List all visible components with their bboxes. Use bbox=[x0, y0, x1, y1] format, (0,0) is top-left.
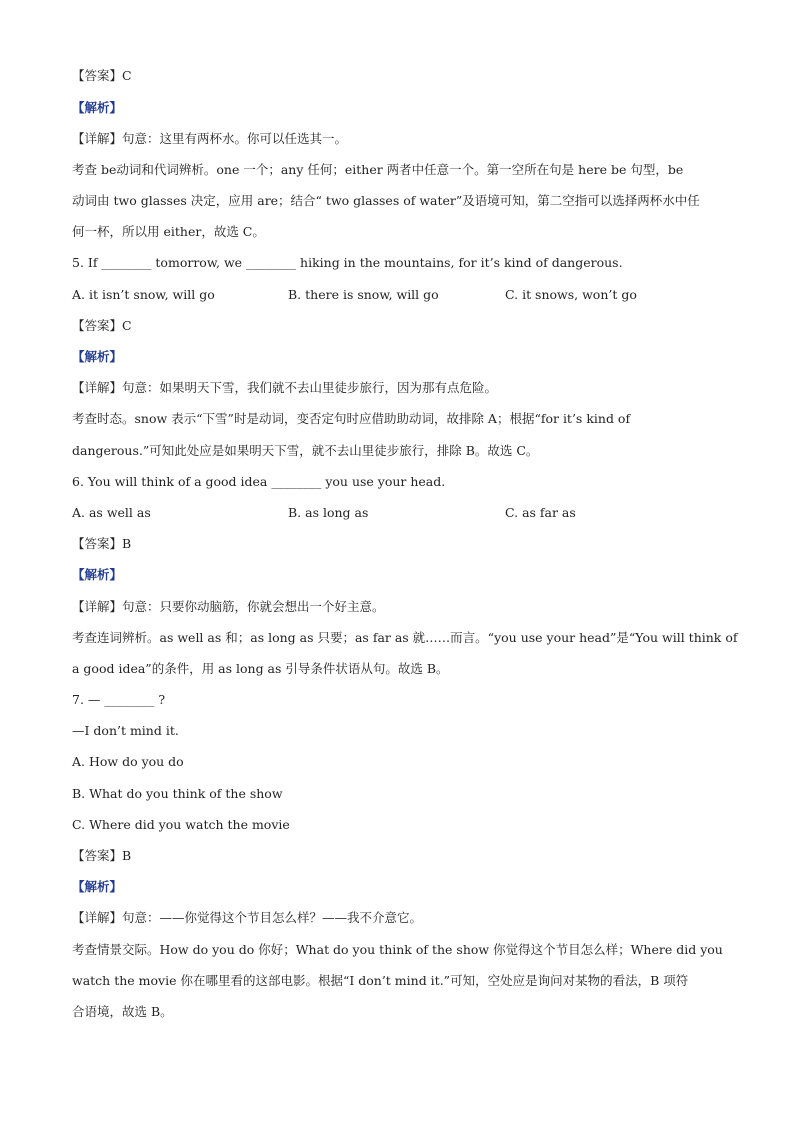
option-c: C. it snows, won’t go bbox=[505, 287, 637, 302]
explanation-line: watch the movie 你在哪里看的这部电影。根据“I don’t mind it.”可知，空处应是询问对某物的看法，B 项符 bbox=[72, 973, 689, 988]
option-a: A. How do you do bbox=[72, 754, 184, 769]
option-c: C. as far as bbox=[505, 505, 576, 520]
analysis-label: 【解析】 bbox=[72, 100, 123, 115]
analysis-label: 【解析】 bbox=[72, 567, 123, 582]
option-b: B. there is snow, will go bbox=[288, 287, 439, 302]
answer-label: 【答案】C bbox=[72, 318, 132, 333]
option-a: A. as well as bbox=[72, 505, 151, 520]
answer-label: 【答案】B bbox=[72, 848, 132, 863]
question-5: 5. If ________ tomorrow, we ________ hiking in the mountains, for it’s kind of dangerous. bbox=[72, 255, 623, 270]
answer-label: 【答案】B bbox=[72, 536, 132, 551]
explanation-line: 动词由 two glasses 决定，应用 are；结合“ two glasses of water”及语境可知，第二空指可以选择两杯水中任 bbox=[72, 193, 700, 208]
explanation-line: 何一杯，所以用 either，故选 C。 bbox=[72, 224, 265, 239]
explanation-line: 考查连词辨析。as well as 和；as long as 只要；as far as 就……而言。“you use your head”是“You will think of bbox=[72, 630, 738, 645]
dialogue-reply: —I don’t mind it. bbox=[72, 723, 179, 738]
explanation-line: dangerous.”可知此处应是如果明天下雪，就不去山里徒步旅行，排除 B。故选 C。 bbox=[72, 443, 539, 458]
option-a: A. it isn’t snow, will go bbox=[72, 287, 215, 302]
analysis-label: 【解析】 bbox=[72, 349, 123, 364]
explanation-line: 合语境，故选 B。 bbox=[72, 1004, 173, 1019]
explanation-line: 考查时态。snow 表示“下雪”时是动词，变否定句时应借助助动词，故排除 A；根据“for it’s kind of bbox=[72, 411, 631, 426]
option-b: B. as long as bbox=[288, 505, 369, 520]
explanation-line: a good idea”的条件，用 as long as 引导条件状语从句。故选 B。 bbox=[72, 661, 449, 676]
question-6: 6. You will think of a good idea ________ you use your head. bbox=[72, 474, 446, 489]
explanation-line: 考查情景交际。How do you do 你好；What do you think of the show 你觉得这个节目怎么样；Where did you bbox=[72, 942, 723, 957]
analysis-label: 【解析】 bbox=[72, 879, 123, 894]
question-7: 7. — ________ ? bbox=[72, 692, 166, 707]
option-b: B. What do you think of the show bbox=[72, 786, 283, 801]
option-c: C. Where did you watch the movie bbox=[72, 817, 290, 832]
detail-line: 【详解】句意：如果明天下雪，我们就不去山里徒步旅行，因为那有点危险。 bbox=[72, 380, 498, 395]
answer-label: 【答案】C bbox=[72, 68, 132, 83]
explanation-line: 考查 be动词和代词辨析。one 一个；any 任何；either 两者中任意一个。第一空所在句是 here be 句型，be bbox=[72, 162, 684, 177]
detail-line: 【详解】句意：只要你动脑筋，你就会想出一个好主意。 bbox=[72, 599, 385, 614]
detail-line: 【详解】句意：这里有两杯水。你可以任选其一。 bbox=[72, 131, 348, 146]
detail-line: 【详解】句意：——你觉得这个节目怎么样？——我不介意它。 bbox=[72, 910, 423, 925]
